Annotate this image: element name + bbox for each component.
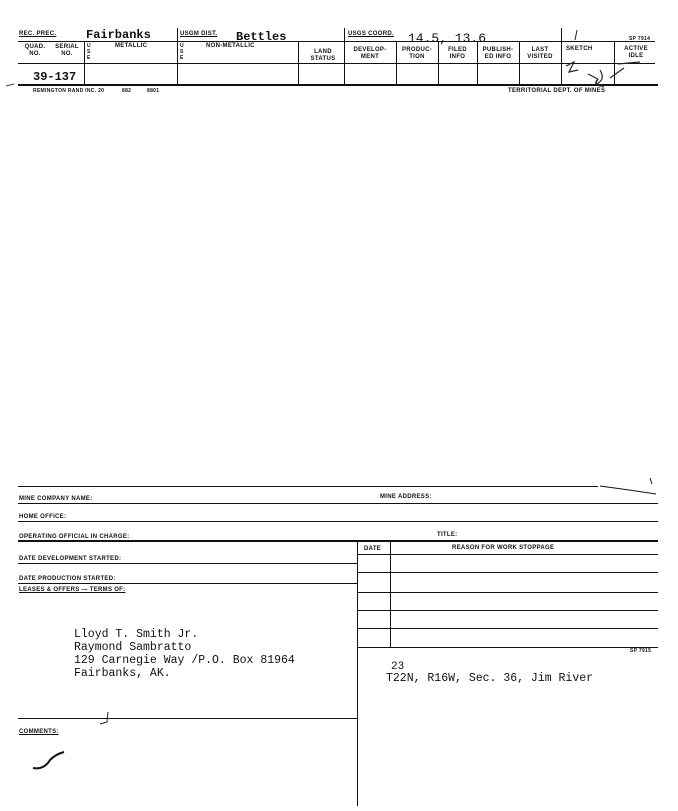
- rule-top: [18, 486, 598, 487]
- metallic-label: METALLIC: [115, 43, 148, 49]
- reason-column-label: REASON FOR WORK STOPPAGE: [452, 545, 555, 551]
- leases-label: LEASES & OFFERS — TERMS OF:: [19, 587, 126, 593]
- reason-row-rule: [358, 647, 658, 648]
- corner-stroke: [600, 486, 656, 494]
- rec-prec-value: Fairbanks: [86, 28, 151, 42]
- title-label: TITLE:: [437, 532, 458, 538]
- rule-dev: [18, 563, 358, 564]
- usgm-dist-label: USGM DIST.: [180, 31, 218, 37]
- sketch-slash: [575, 30, 577, 40]
- published-info-label: PUBLISH-ED INFO: [482, 47, 514, 60]
- date-development-label: DATE DEVELOPMENT STARTED:: [19, 556, 122, 562]
- printer-code-1: 882: [122, 88, 132, 94]
- serial-no-label: SERIAL NO.: [55, 44, 79, 57]
- comments-label: COMMENTS:: [19, 729, 59, 735]
- usgs-coord-label: USGS COORD.: [348, 31, 394, 37]
- township-overwrite: 23: [391, 661, 405, 673]
- rec-prec-label: REC. PREC.: [19, 31, 57, 37]
- form-number-top: SP 7914: [629, 36, 651, 42]
- active-idle-label: ACTIVE IDLE: [624, 46, 648, 59]
- location-text: T22N, R16W, Sec. 36, Jim River: [386, 672, 594, 685]
- reason-row-rule: [358, 610, 658, 611]
- lower-center-divider: [357, 540, 358, 806]
- quad-no-label: QUAD. NO.: [24, 44, 46, 57]
- lease-line: Lloyd T. Smith Jr.: [74, 628, 199, 641]
- non-metallic-label: NON-METALLIC: [206, 43, 255, 49]
- date-column-label: DATE: [364, 546, 382, 552]
- printer-code-2: 8801: [147, 88, 160, 94]
- margin-tick: [6, 84, 14, 86]
- rule-company: [18, 503, 658, 504]
- usgs-coord-value: 14.5, 13.6: [408, 31, 487, 46]
- rule-official: [18, 540, 658, 542]
- usgm-dist-value: Bettles: [236, 30, 287, 44]
- use-label-metallic: U S E: [87, 43, 91, 61]
- territorial-line: TERRITORIAL DEPT. OF MINES: [508, 88, 606, 94]
- filed-info-label: FILED INFO: [448, 47, 467, 60]
- sketch-mark-circle: [596, 79, 604, 86]
- corner-hook: [650, 478, 652, 484]
- mine-company-label: MINE COMPANY NAME:: [19, 496, 93, 502]
- mine-address-label: MINE ADDRESS:: [380, 494, 432, 500]
- reason-row-rule: [358, 592, 658, 593]
- last-visited-label: LAST VISITED: [527, 47, 553, 60]
- rule-comments: [18, 718, 358, 719]
- reason-row-rule: [358, 572, 658, 573]
- date-production-label: DATE PRODUCTION STARTED:: [19, 576, 116, 582]
- date-col-divider: [390, 540, 391, 647]
- production-label: PRODUC-TION: [401, 47, 433, 60]
- form-number-bottom: SP 7915: [630, 648, 652, 654]
- operating-official-label: OPERATING OFFICIAL IN CHARGE:: [19, 534, 130, 540]
- reason-header-rule: [358, 554, 658, 555]
- rule-prod: [18, 583, 358, 584]
- comments-scribble: [33, 752, 64, 768]
- land-status-label: LAND STATUS: [310, 49, 336, 62]
- lease-line: 129 Carnegie Way /P.O. Box 81964: [74, 654, 295, 667]
- reason-row-rule: [358, 628, 658, 629]
- printer-line: REMINGTON RAND INC. 20: [33, 88, 105, 94]
- rule-home-office: [18, 521, 658, 522]
- lease-line: Fairbanks, AK.: [74, 667, 171, 680]
- sketch-label: SKETCH: [566, 46, 593, 52]
- lease-line: Raymond Sambratto: [74, 641, 192, 654]
- use-label-nonmetallic: U S E: [180, 43, 184, 61]
- serial-number-value: 39-137: [33, 70, 77, 84]
- sketch-scribble: [566, 62, 640, 84]
- development-label: DEVELOP-MENT: [353, 47, 387, 60]
- home-office-label: HOME OFFICE:: [19, 514, 67, 520]
